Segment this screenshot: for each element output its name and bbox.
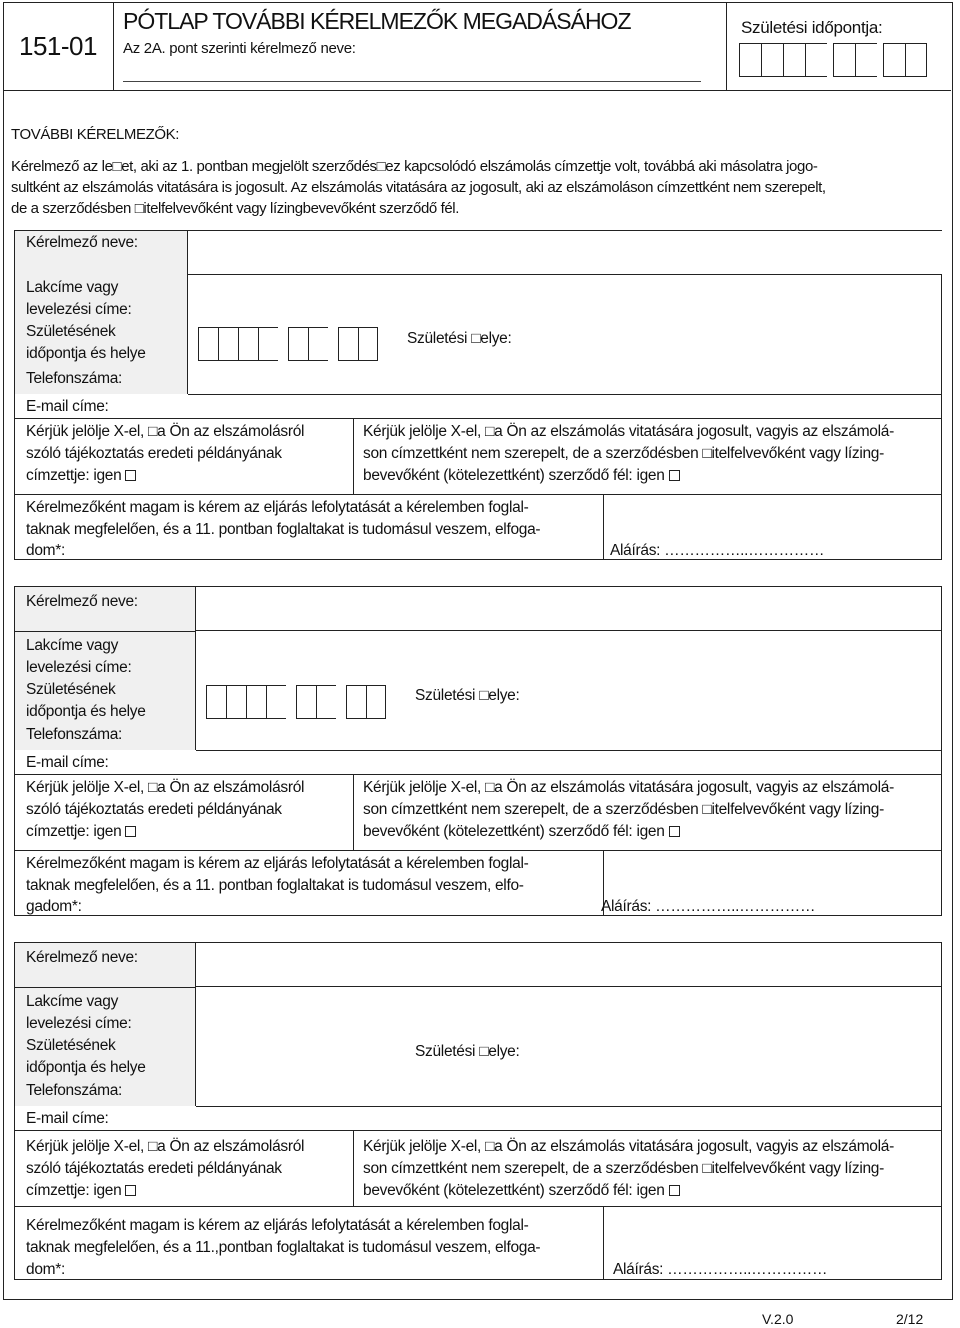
- consent-text: dom*:: [26, 1261, 65, 1278]
- recipient-checkbox[interactable]: [125, 470, 136, 481]
- birth-label: Születésének: [26, 1037, 116, 1054]
- applicant-name-input[interactable]: [188, 231, 942, 275]
- intro-line-2: sultként az elszámolás vitatására is jogosult. Az elszámolás vitatására az jogosult, aki az elszámoláson címzettként nem szerepelt,: [11, 179, 826, 196]
- name-label: Kérelmező neve:: [26, 949, 138, 966]
- birth-label: időpontja és helye: [26, 345, 146, 362]
- email-label: E-mail címe:: [26, 1110, 109, 1127]
- birthdate-boxes[interactable]: [198, 327, 378, 361]
- birth-label: Születésének: [26, 681, 116, 698]
- intro-line-3: de a szerződésben □itelfelvevőként vagy lízingbevevőként szerződő fél.: [11, 200, 460, 217]
- consent-text: taknak megfelelően, és a 11. pontban foglaltakat is tudomásul veszem, elfoga-: [26, 521, 541, 538]
- dob-day-digit[interactable]: [905, 43, 927, 77]
- birthplace-label: Születési □elye:: [415, 687, 520, 704]
- dob-day-digit[interactable]: [883, 43, 905, 77]
- left-check-text: Kérjük jelölje X-el, □a Ön az elszámolásról: [26, 1138, 305, 1155]
- consent-text: Kérelmezőként magam is kérem az eljárás lefolytatását a kérelemben foglal-: [26, 1217, 529, 1234]
- consent-text: dom*:: [26, 542, 65, 559]
- right-check-row: [363, 465, 680, 487]
- intro-line-1: Kérelmező az le□et, aki az 1. pontban megjelölt szerződés□ez kapcsolódó elszámolás címzettje volt, továbbá aki másolatra jogo-: [11, 158, 818, 175]
- name-label: Kérelmező neve:: [26, 593, 138, 610]
- left-check-row: [26, 465, 136, 487]
- birth-month-digit[interactable]: [288, 327, 308, 361]
- birth-label: időpontja és helye: [26, 703, 146, 720]
- signature-field[interactable]: Aláírás: ……………..……………: [610, 542, 825, 559]
- applicant-block-1: [14, 230, 942, 560]
- left-check-text: Kérjük jelölje X-el, □a Ön az elszámolásról: [26, 423, 305, 440]
- debtor-checkbox[interactable]: [669, 826, 680, 837]
- address-label: levelezési címe:: [26, 301, 132, 318]
- left-check-text: címzettje: igen: [26, 467, 122, 484]
- applicant-name-input[interactable]: [196, 589, 941, 631]
- birth-year-digit[interactable]: [218, 327, 238, 361]
- consent-text: Kérelmezőként magam is kérem az eljárás lefolytatását a kérelemben foglal-: [26, 855, 529, 872]
- email-label: E-mail címe:: [26, 398, 109, 415]
- birth-label: Születésének: [26, 323, 116, 340]
- phone-label: Telefonszáma:: [26, 1082, 123, 1099]
- right-check-text: son címzettként nem szerepelt, de a szerződésben □itelfelvevőként vagy lízing-: [363, 445, 884, 462]
- address-label: levelezési címe:: [26, 659, 132, 676]
- recipient-checkbox[interactable]: [125, 1185, 136, 1196]
- address-label: levelezési címe:: [26, 1015, 132, 1032]
- phone-label: Telefonszáma:: [26, 726, 123, 743]
- right-check-text: bevevőként (kötelezettként) szerződő fél: igen: [363, 823, 665, 840]
- main-applicant-name-label: Az 2A. pont szerinti kérelmező neve:: [123, 40, 356, 57]
- left-check-text: szóló tájékoztatás eredeti példányának: [26, 1160, 282, 1177]
- consent-text: taknak megfelelően, és a 11.,pontban foglaltakat is tudomásul veszem, elfoga-: [26, 1239, 541, 1256]
- right-check-text: bevevőként (kötelezettként) szerződő fél: igen: [363, 1182, 665, 1199]
- intro-heading: TOVÁBBI KÉRELMEZŐK:: [11, 126, 180, 143]
- birth-month-digit[interactable]: [308, 327, 328, 361]
- birth-year-digit[interactable]: [246, 685, 266, 719]
- version-label: V.2.0: [762, 1311, 794, 1327]
- left-check-text: címzettje: igen: [26, 823, 122, 840]
- page-number: 2/12: [896, 1311, 924, 1327]
- debtor-checkbox[interactable]: [669, 1185, 680, 1196]
- birthplace-label: Születési □elye:: [407, 330, 512, 347]
- birth-year-digit[interactable]: [266, 685, 286, 719]
- form-title: PÓTLAP TOVÁBBI KÉRELMEZŐK MEGADÁSÁHOZ: [123, 8, 631, 34]
- dob-year-digit[interactable]: [739, 43, 761, 77]
- signature-field[interactable]: Aláírás: ……………..……………: [601, 898, 816, 915]
- right-check-text: bevevőként (kötelezettként) szerződő fél: igen: [363, 467, 665, 484]
- applicant-block-3: [14, 942, 942, 1280]
- debtor-checkbox[interactable]: [669, 470, 680, 481]
- right-check-text: son címzettként nem szerepelt, de a szerződésben □itelfelvevőként vagy lízing-: [363, 1160, 884, 1177]
- signature-field[interactable]: Aláírás: ……………..……………: [613, 1261, 828, 1278]
- address-label: Lakcíme vagy: [26, 637, 119, 654]
- dob-label: Születési időpontja:: [741, 18, 883, 37]
- dob-month-digit[interactable]: [833, 43, 855, 77]
- main-applicant-dob: [726, 2, 951, 90]
- dob-year-digit[interactable]: [761, 43, 783, 77]
- birth-year-digit[interactable]: [258, 327, 278, 361]
- birthdate-boxes[interactable]: [206, 685, 386, 719]
- birth-day-digit[interactable]: [338, 327, 358, 361]
- birth-month-digit[interactable]: [296, 685, 316, 719]
- birth-year-digit[interactable]: [206, 685, 226, 719]
- right-check-text: Kérjük jelölje X-el, □a Ön az elszámolás vitatására jogosult, vagyis az elszámolá-: [363, 779, 894, 796]
- birth-year-digit[interactable]: [226, 685, 246, 719]
- birth-day-digit[interactable]: [358, 327, 378, 361]
- left-check-row: [26, 1180, 136, 1202]
- address-label: Lakcíme vagy: [26, 279, 119, 296]
- dob-year-digit[interactable]: [805, 43, 827, 77]
- birth-year-digit[interactable]: [238, 327, 258, 361]
- dob-year-digit[interactable]: [783, 43, 805, 77]
- birth-label: időpontja és helye: [26, 1059, 146, 1076]
- form-code: 151-01: [3, 2, 114, 90]
- right-check-row: [363, 821, 680, 843]
- birthplace-label: Születési □elye:: [415, 1043, 520, 1060]
- birth-month-digit[interactable]: [316, 685, 336, 719]
- address-label: Lakcíme vagy: [26, 993, 119, 1010]
- applicant-name-input[interactable]: [196, 945, 941, 987]
- left-check-text: szóló tájékoztatás eredeti példányának: [26, 801, 282, 818]
- left-check-text: szóló tájékoztatás eredeti példányának: [26, 445, 282, 462]
- dob-boxes[interactable]: [739, 43, 927, 77]
- left-check-row: [26, 821, 136, 843]
- consent-text: taknak megfelelően, és a 11. pontban foglaltakat is tudomásul veszem, elfo-: [26, 877, 524, 894]
- main-applicant-name-line[interactable]: [123, 81, 701, 82]
- email-label: E-mail címe:: [26, 754, 109, 771]
- right-check-row: [363, 1180, 680, 1202]
- phone-label: Telefonszáma:: [26, 370, 123, 387]
- consent-text: Kérelmezőként magam is kérem az eljárás lefolytatását a kérelemben foglal-: [26, 499, 529, 516]
- right-check-text: Kérjük jelölje X-el, □a Ön az elszámolás vitatására jogosult, vagyis az elszámolá-: [363, 1138, 894, 1155]
- consent-text: gadom*:: [26, 898, 82, 915]
- dob-month-digit[interactable]: [855, 43, 877, 77]
- name-label: Kérelmező neve:: [26, 234, 138, 251]
- left-check-text: Kérjük jelölje X-el, □a Ön az elszámolásról: [26, 779, 305, 796]
- birth-day-digit[interactable]: [366, 685, 386, 719]
- form-header: [3, 2, 951, 91]
- birth-year-digit[interactable]: [198, 327, 218, 361]
- right-check-text: son címzettként nem szerepelt, de a szerződésben □itelfelvevőként vagy lízing-: [363, 801, 884, 818]
- right-check-text: Kérjük jelölje X-el, □a Ön az elszámolás vitatására jogosult, vagyis az elszámolá-: [363, 423, 894, 440]
- birth-day-digit[interactable]: [346, 685, 366, 719]
- applicant-block-2: [14, 586, 942, 916]
- recipient-checkbox[interactable]: [125, 826, 136, 837]
- left-check-text: címzettje: igen: [26, 1182, 122, 1199]
